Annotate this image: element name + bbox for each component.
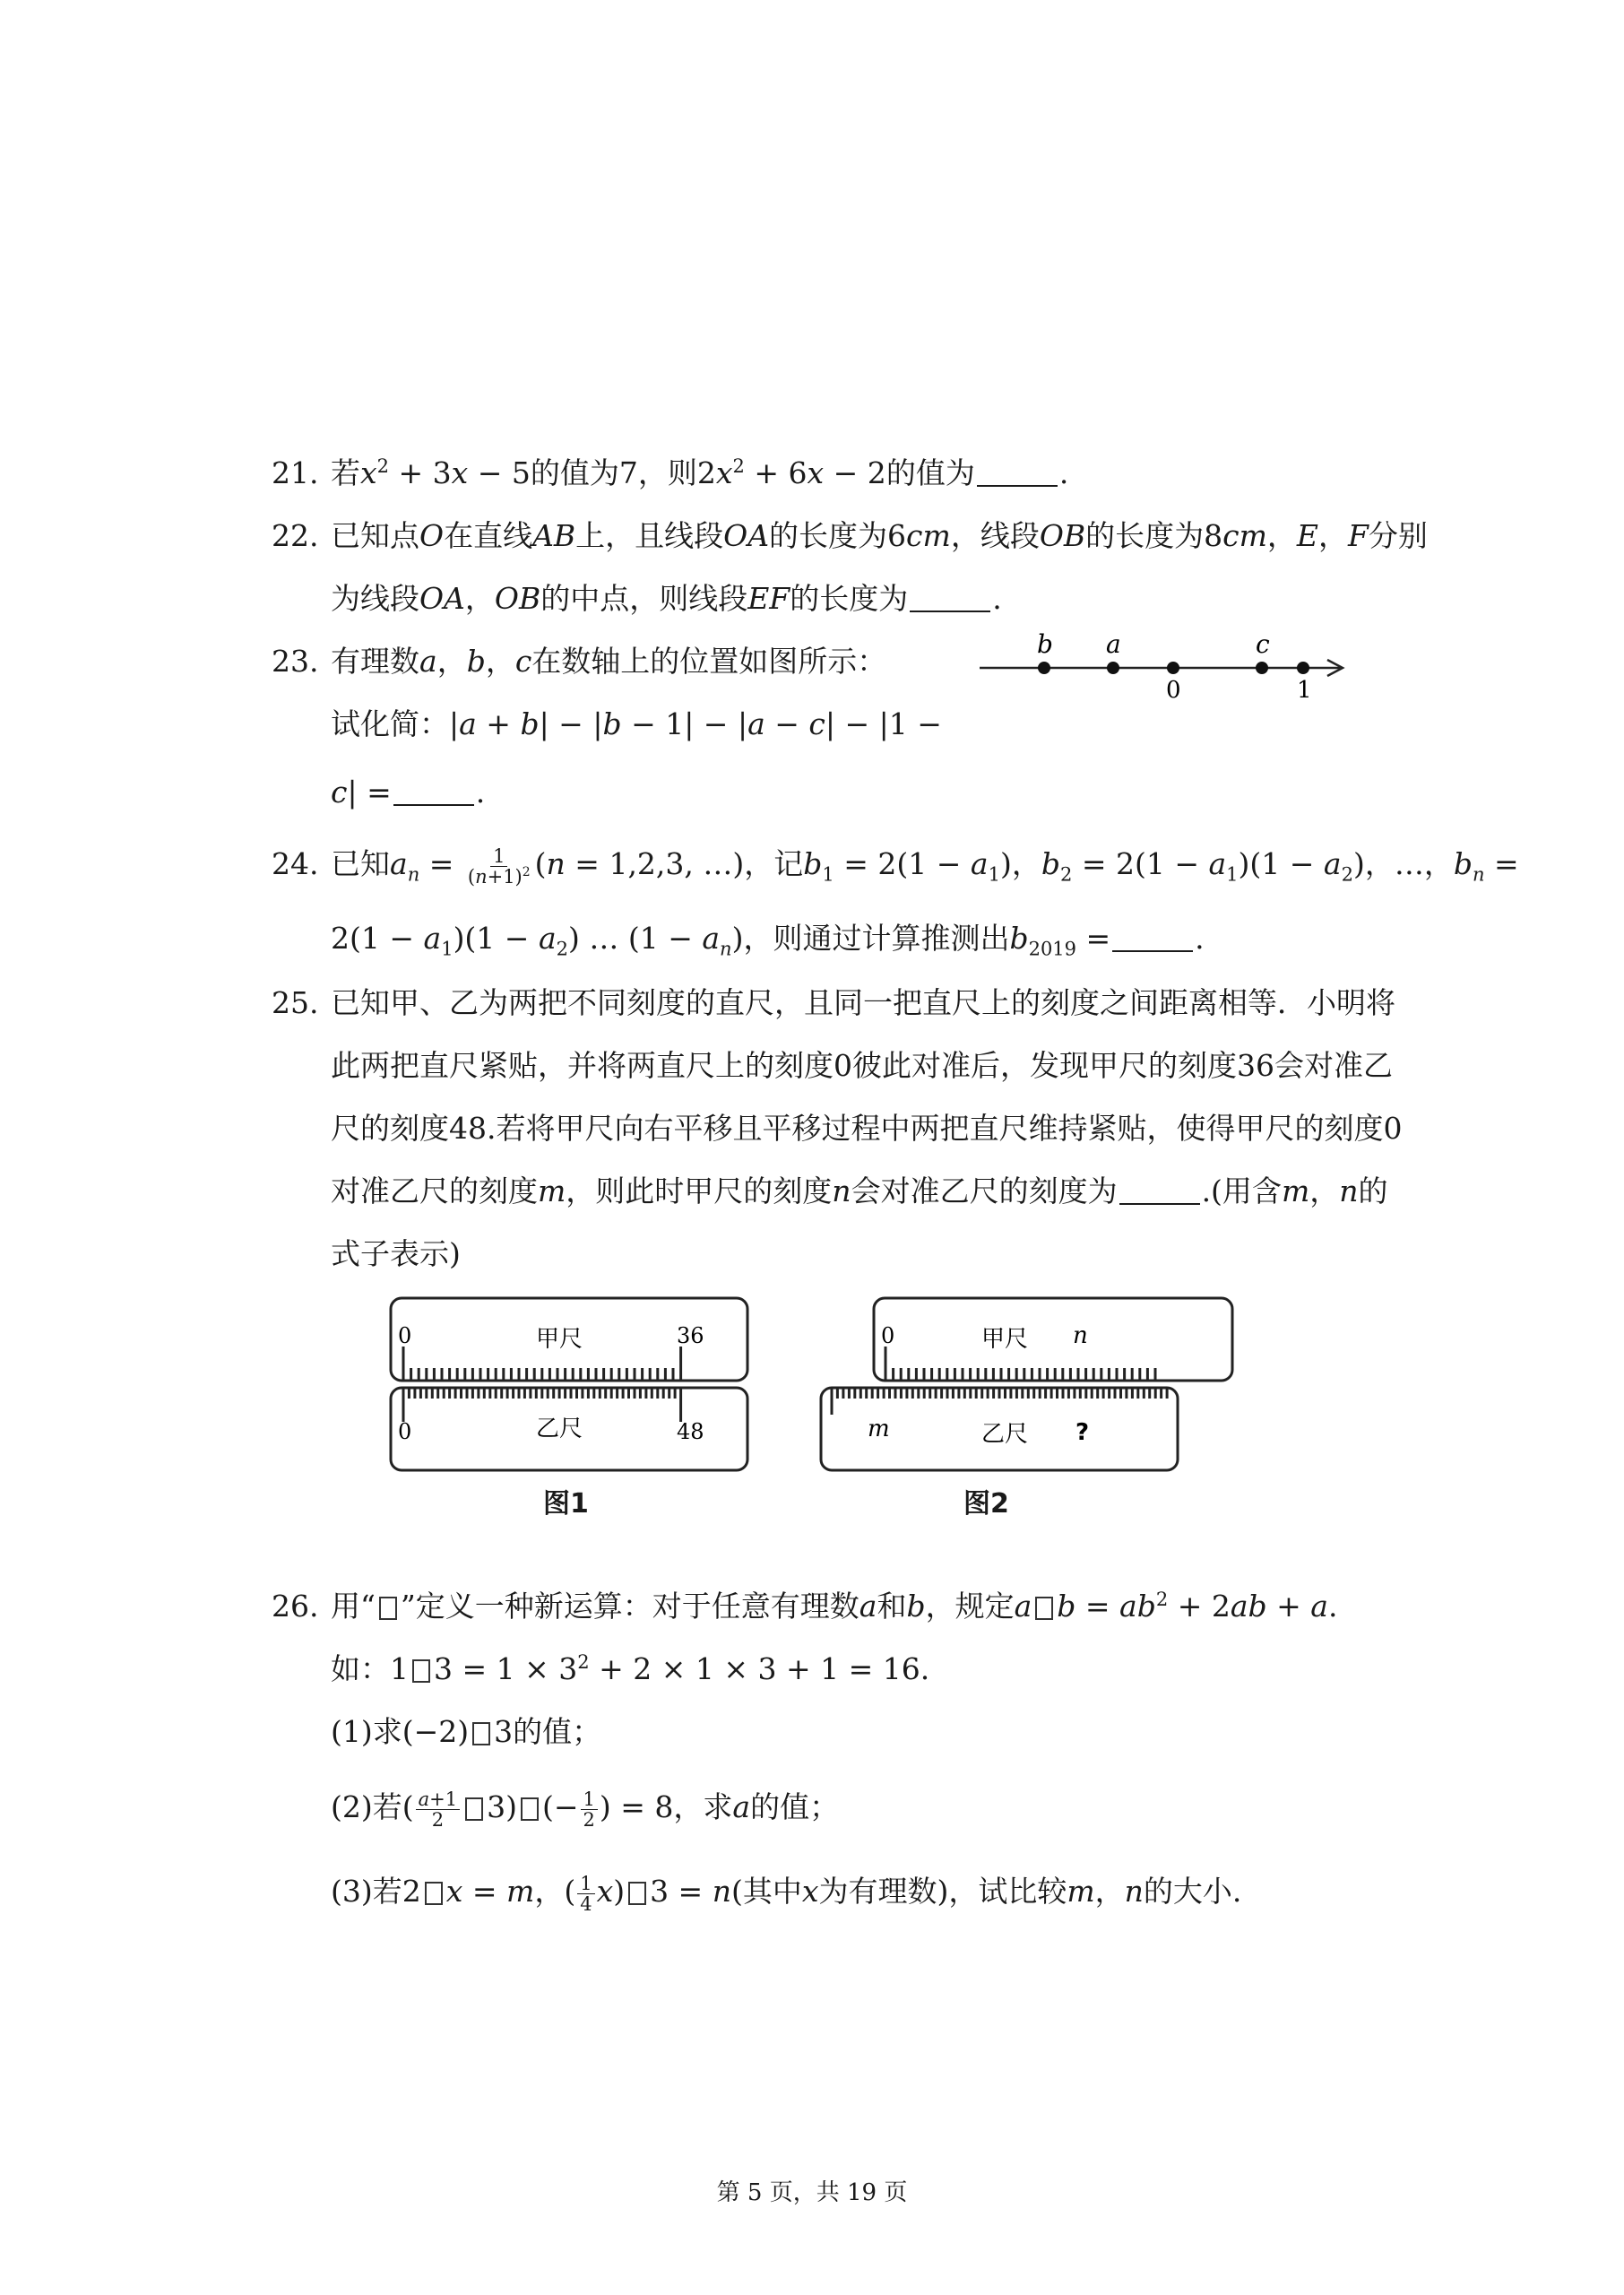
operator-box-icon (628, 1882, 646, 1905)
yi-zero-label: 0 (398, 1419, 412, 1444)
label-0: 0 (1166, 677, 1181, 704)
label-c: c (1256, 629, 1270, 659)
yi-48-label: 48 (677, 1419, 704, 1444)
point-c (1256, 662, 1268, 674)
ruler-figure-1 (385, 1291, 753, 1479)
label-a: a (1106, 629, 1121, 659)
jia-zero-label: 0 (881, 1323, 895, 1348)
question-22-line-1: 22. 已知点O在直线AB上，且线段OA的长度为6cm，线段OB的长度为8cm，E，F分别 (272, 518, 1428, 553)
question-22-line-2: 为线段OA，OB的中点，则线段EF的长度为 . (331, 581, 1002, 616)
answer-blank[interactable] (1119, 1176, 1200, 1205)
figure-1-caption: 图1 (543, 1488, 589, 1520)
point-one (1297, 662, 1309, 674)
question-24-line-1: 24. 已知$a_n$ = $\frac{1}{(n+1)^2}$ (n = 1,2,3, …)，记$b_1 = 2(1 - a_1)$，$b_2 = 2(1 - a_1)(1 - a_2)$，…，$b_n$ = (272, 844, 1519, 888)
question-25-line-1: 25. 已知甲、乙为两把不同刻度的直尺，且同一把直尺上的刻度之间距离相等．小明将 (272, 985, 1395, 1020)
label-1: 1 (1297, 677, 1312, 704)
operator-box-icon (379, 1597, 397, 1620)
yi-question-label: ? (1075, 1419, 1090, 1446)
question-26-part-1: (1)求(−2) 3的值； (331, 1714, 602, 1749)
jia-n-label: n (1073, 1322, 1088, 1349)
point-b (1038, 662, 1050, 674)
operator-box-icon (1035, 1597, 1053, 1620)
figure-2-caption: 图2 (963, 1488, 1009, 1520)
jia-name-label: 甲尺 (981, 1326, 1029, 1353)
question-23-line-3: c| = . (331, 775, 486, 810)
operator-box-icon (472, 1722, 490, 1745)
question-23-line-1: 23. 有理数a，b，c在数轴上的位置如图所示： (272, 644, 887, 679)
question-24-line-2: $2(1 - a_1)(1 - a_2)$ … $(1 - a_n)$，则通过计算推测出$b_{2019}$ = . (331, 921, 1205, 960)
operator-box-icon (465, 1797, 483, 1821)
answer-blank[interactable] (393, 777, 474, 806)
operator-box-icon (425, 1882, 443, 1905)
operator-box-icon (521, 1797, 539, 1821)
ruler-figure-2 (816, 1291, 1237, 1479)
jia-36-label: 36 (677, 1323, 704, 1348)
label-b: b (1037, 629, 1053, 659)
answer-blank[interactable] (910, 584, 990, 612)
point-a (1107, 662, 1119, 674)
answer-blank[interactable] (1112, 923, 1193, 952)
operator-box-icon (412, 1659, 430, 1683)
answer-blank[interactable] (977, 458, 1058, 487)
question-26-line-2: 如：1 $3 = 1 \times 3^2 + 2 \times 1 \times 3 + 1 = 16$. (331, 1651, 930, 1686)
question-25-line-5: 式子表示) (331, 1236, 461, 1271)
point-zero (1167, 662, 1179, 674)
ruler-jia-shifted (874, 1298, 1232, 1381)
number-line-figure (972, 628, 1358, 708)
question-26-line-1: 26. 用“ ”定义一种新运算：对于任意有理数a和b，规定a $b = ab^2 + 2ab + a$. (272, 1589, 1338, 1624)
question-25-line-4: 对准乙尺的刻度m，则此时甲尺的刻度n会对准乙尺的刻度为 .(用含m，n的 (331, 1173, 1388, 1208)
yi-name-label: 乙尺 (536, 1416, 583, 1442)
page-footer: 第 5 页，共 19 页 (716, 2179, 908, 2206)
question-26-part-3: (3)若2 x = m，( $\frac{1}{4}$ x) 3 = n(其中x为有理数)，试比较m，n的大小. (331, 1872, 1242, 1915)
jia-name-label: 甲尺 (536, 1326, 583, 1353)
yi-m-label: m (868, 1416, 890, 1442)
question-26-part-2: (2)若( $\frac{a+1}{2}$ 3) (− $\frac{1}{2}$ ) = 8，求a的值； (331, 1788, 840, 1831)
question-25-line-2: 此两把直尺紧贴，并将两直尺上的刻度0彼此对准后，发现甲尺的刻度36会对准乙 (331, 1048, 1393, 1083)
jia-zero-label: 0 (398, 1323, 412, 1348)
question-25-line-3: 尺的刻度48.若将甲尺向右平移且平移过程中两把直尺维持紧贴，使得甲尺的刻度0 (331, 1111, 1403, 1146)
question-21: 21. 若$x^2 + 3x - 5$的值为7，则$2x^2 + 6x - 2$的值为 . (272, 455, 1069, 490)
yi-name-label: 乙尺 (981, 1421, 1029, 1448)
question-23-line-2: 试化简：|a + b| − |b − 1| − |a − c| − |1 − (331, 706, 942, 741)
